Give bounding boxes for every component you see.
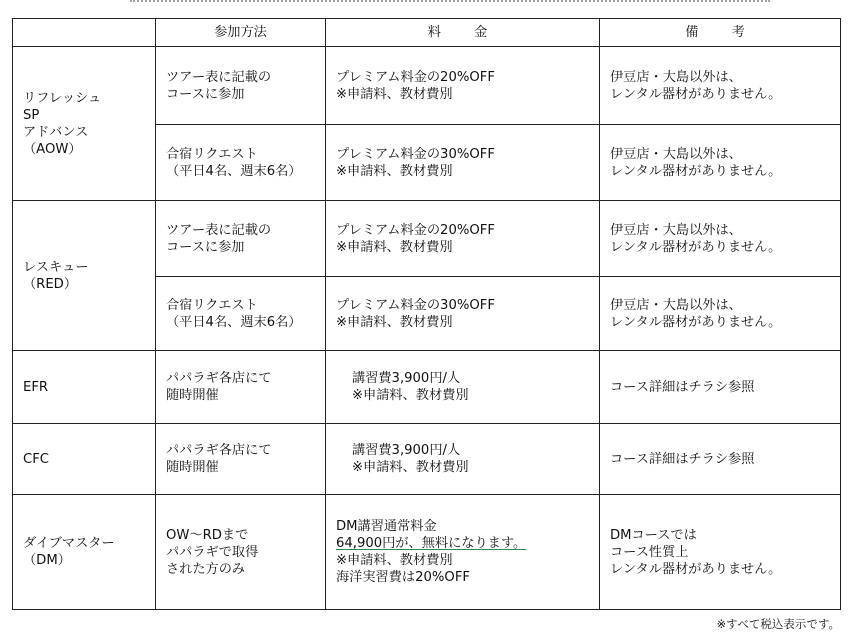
method-cell: 合宿リクエスト （平日4名、週末6名） [156, 125, 326, 201]
note-cell: 伊豆店・大島以外は、 レンタル器材がありません。 [600, 201, 841, 277]
fee-cell: プレミアム料金の30%OFF ※申請料、教材費別 [326, 277, 600, 351]
course-cell-dm: ダイブマスター （DM） [13, 495, 156, 610]
fee-cell: プレミアム料金の30%OFF ※申請料、教材費別 [326, 125, 600, 201]
fee-cell: プレミアム料金の20%OFF ※申請料、教材費別 [326, 201, 600, 277]
method-cell: ツアー表に記載の コースに参加 [156, 201, 326, 277]
table-row [13, 201, 841, 277]
course-cell-refresh-sp-aow: リフレッシュ SP アドバンス （AOW） [13, 47, 156, 201]
header-fee: 料 金 [326, 19, 600, 47]
cropped-header-strip [130, 0, 770, 6]
fee-cell: プレミアム料金の20%OFF ※申請料、教材費別 [326, 47, 600, 125]
table-row [13, 424, 841, 495]
course-cell-efr: EFR [13, 351, 156, 424]
note-cell: コース詳細はチラシ参照 [600, 351, 841, 424]
note-cell: DMコースでは コース性質上 レンタル器材がありません。 [600, 495, 841, 610]
method-cell: パパラギ各店にて 随時開催 [156, 351, 326, 424]
course-pricing-table [12, 18, 841, 610]
note-cell: 伊豆店・大島以外は、 レンタル器材がありません。 [600, 277, 841, 351]
course-cell-rescue: レスキュー （RED） [13, 201, 156, 351]
fee-cell: 講習費3,900円/人 ※申請料、教材費別 [326, 424, 600, 495]
header-course [13, 19, 156, 47]
method-cell: パパラギ各店にて 随時開催 [156, 424, 326, 495]
header-row [13, 19, 841, 47]
header-note: 備 考 [600, 19, 841, 47]
table-row [13, 495, 841, 610]
fee-cell: 講習費3,900円/人 ※申請料、教材費別 [326, 351, 600, 424]
method-cell: ツアー表に記載の コースに参加 [156, 47, 326, 125]
header-method: 参加方法 [156, 19, 326, 47]
tax-footnote: ※すべて税込表示です。 [716, 617, 840, 631]
note-cell: 伊豆店・大島以外は、 レンタル器材がありません。 [600, 125, 841, 201]
note-cell: 伊豆店・大島以外は、 レンタル器材がありません。 [600, 47, 841, 125]
table-row [13, 47, 841, 125]
table-row [13, 351, 841, 424]
fee-cell: DM講習通常料金 64,900円が、無料になります。 ※申請料、教材費別 海洋実習費は20%OFF [326, 495, 600, 610]
course-cell-cfc: CFC [13, 424, 156, 495]
note-cell: コース詳細はチラシ参照 [600, 424, 841, 495]
method-cell: OW～RDまで パパラギで取得 された方のみ [156, 495, 326, 610]
free-offer-text: 64,900円が、無料になります。 [336, 536, 527, 551]
method-cell: 合宿リクエスト （平日4名、週末6名） [156, 277, 326, 351]
